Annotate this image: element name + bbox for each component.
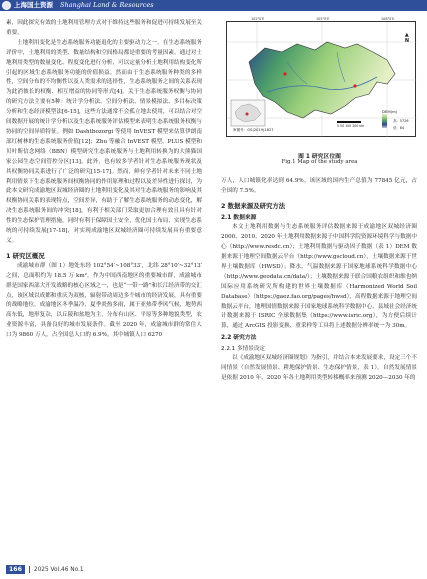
legend-color-ramp bbox=[382, 114, 387, 128]
section-1-heading: 1 研究区概况 bbox=[6, 251, 45, 260]
page-number: 166 bbox=[6, 565, 25, 574]
intro-paragraph-continued: 素，因此探究有效的土地利用管理方式对于维持这些服务和促进可持续发展至关重要。 bbox=[6, 20, 202, 36]
study-area-figure bbox=[218, 18, 421, 144]
map-frame bbox=[226, 17, 416, 137]
figure-caption-cn: 图 1 研究区位图 bbox=[298, 154, 341, 160]
coord-top-1: 102°0′E bbox=[251, 17, 265, 21]
legend-low: 低：84 bbox=[393, 126, 405, 130]
dem-legend bbox=[382, 109, 412, 133]
section-2-2-heading: 2.2 研究方法 bbox=[221, 335, 257, 342]
continuation-paragraph: 万人，人口城镇化率达到 64.9%。该区域的国内生产总值为 77845 亿元，占全国的 7.5%。 bbox=[221, 178, 417, 194]
section-2-1-paragraph: 本文土地利用数据与生态系统服务评估数据来源于成渝地区双城经济圈 2000、2010、2020 年土地利用数据来源于中国科学院资源环境科学与数据中心（http://www.resdc.cn）；土地利用数据与驱动因子数据（表 1）DEM 数据来源于地理空间数据云平台（http://www.gscloud.cn），土壤数据来源于世界土壤数据库（HWSD）；降水、气温数据来源于国家地球系统科学数据中心（http://www.geodata.cn/data/）；土壤数据来源于联合国粮农组织和维也纳国际应用系统研究所构建的世界土壤数据库（Harmonized World Soil Database）（https://gaez.fao.org/pages/hwsd），高程数据来源于地理空间数据云平台，地理国情数据来源于国家地球系统科学数据中心，县域社会经济统计数据来源于 ISRIC 全球数据集（https://www.isric.org），为方便后续计算，通过 ArcGIS 投影变换、重采样等工具将上述数据分辨率统一为 30m。 bbox=[221, 224, 417, 330]
figure-caption-en: Fig.1 Map of the study area bbox=[281, 159, 358, 165]
left-column bbox=[6, 19, 202, 341]
journal-title-en: Shanghai Land & Resources bbox=[60, 1, 154, 9]
journal-title-cn: 上海国土资源 bbox=[14, 1, 53, 9]
right-column bbox=[221, 177, 417, 384]
intro-paragraph: 土地利用变化是生态系统服务功能退化的主要驱动力之一。在生态系统服务评价中，土地利用的类型、数量结构和空间格局都是重要的考量因素。通过对土地利用类型的数量变化、程度变化进行分析，可以定量分析土地利用结构变化所引起的区域生态系统服务功能的价值损益。然而由于生态系统服务种类的多样性，空间分布的不均衡性以及人类需求的选择性，生态系统服务之间的关系表现为此消彼长的权衡、相互增益的协同等形式[4]。关于生态系统服务权衡与协同的研究方法主要有5种：统计学分析法、空间分析法、情景模拟法、多目标决策分析和生态经济模型法[6-15]，这些方法通常不会孤立地去使用，可以结合对空间数据开展的统计学分析以及生态系统服务评估模型来表明生态系统服务权衡与协同的空间异质特征。例如 Dashtbozorgi 等使用 InVEST 模型来估算伊朗南部红树林的生态系统服务价值[12]；Zhu 等融合 InVEST 模型、PLUS 模型和贝叶斯信念网络（BBN）模型研究生态系统服务与土地利用转换为的大熊猫国家公园生态空间管控分区[13]。此外，也有较多学者针对生态系统服务现状及其权衡协同关系进行了广泛的研究[15-17]。然而，鲜有学者针对未来不同土地利用情景下生态系统服务间权衡协同的作用原理和过程以及差异性进行探讨，为此本文研究成渝地区双城经济圈的土地利用变化及其对生态系统服务的影响及其权衡协同关系的表现特点，空间差异，有助于了解生态系统服务的动态变化，解决生态系统服务间的冲突[18]，有利于相关部门采取更加合理有效且具有针对性的生态保护管理措施，同时有利于保障国土安全，优化国土布局，实现生态系统的可持续发展[17-18]，对实现成渝地区双城经济圈可持续发展具有重要意义。 bbox=[6, 39, 202, 244]
legend-high: 高：5726 bbox=[393, 119, 409, 123]
journal-volume: 2025 Vol.46 No.1 bbox=[33, 567, 84, 573]
section-2-2-1-paragraph: 以《成渝地区双城经济圈规划》为指引，并结合本来发展要求，设定三个不同情景（自然发展情景、耕地保护情景、生态保护情景，表 1）。自然发展情景是依据 2010 年、2020 年各土地利用类型转移概率来预测 2020—2030 年的 bbox=[221, 354, 417, 381]
coord-top-3: 108°0′E bbox=[381, 17, 395, 21]
review-number: 审图号：GS(2019)1827 bbox=[233, 128, 274, 132]
coord-top-2: 105°0′E bbox=[316, 17, 330, 21]
north-arrow-icon: ▲ N bbox=[404, 32, 409, 44]
section-2-2-1-heading: 2.2.1 多情景设定 bbox=[221, 345, 265, 352]
footer-separator bbox=[29, 566, 30, 573]
scale-bar: 0 50 100 200 km bbox=[337, 121, 364, 128]
page-footer bbox=[6, 565, 84, 574]
legend-title: DEM(m) bbox=[382, 109, 398, 114]
section-1-paragraph: 成渝城市群（图 1）地处东经 102°54′~108°33′，北纬 28°10′~32°13′ 之间，总面积约为 18.5 万 km²。作为中国西南地区的重要城市群，成渝城市群是国家西部大开发战略的核心区域之一，也是“一带一路”和长江经济带的交汇点，该区域以成都和重庆为双核，辐射带动周边多个城市的经济发展，具有重要的战略地位。成渝地区冬季温冷、夏季炎热多雨，属于亚热带季风气候，地势西高东低，地形复杂，以丘陵和盆地为主，分布有山区、平原等多种地貌类型，农业资源丰富，具备良好的城市发展条件。截至 2020 年，成渝城市群的常住人口为 9860 万人，占全国总人口的 6.9%。其中城镇人口 6270 bbox=[6, 262, 202, 339]
journal-logo-icon bbox=[2, 1, 11, 10]
journal-header-bar bbox=[0, 0, 427, 11]
section-2-1-heading: 2.1 数据来源 bbox=[221, 214, 257, 221]
region-shape bbox=[249, 42, 395, 118]
section-2-heading: 2 数据来源及研究方法 bbox=[221, 201, 286, 210]
